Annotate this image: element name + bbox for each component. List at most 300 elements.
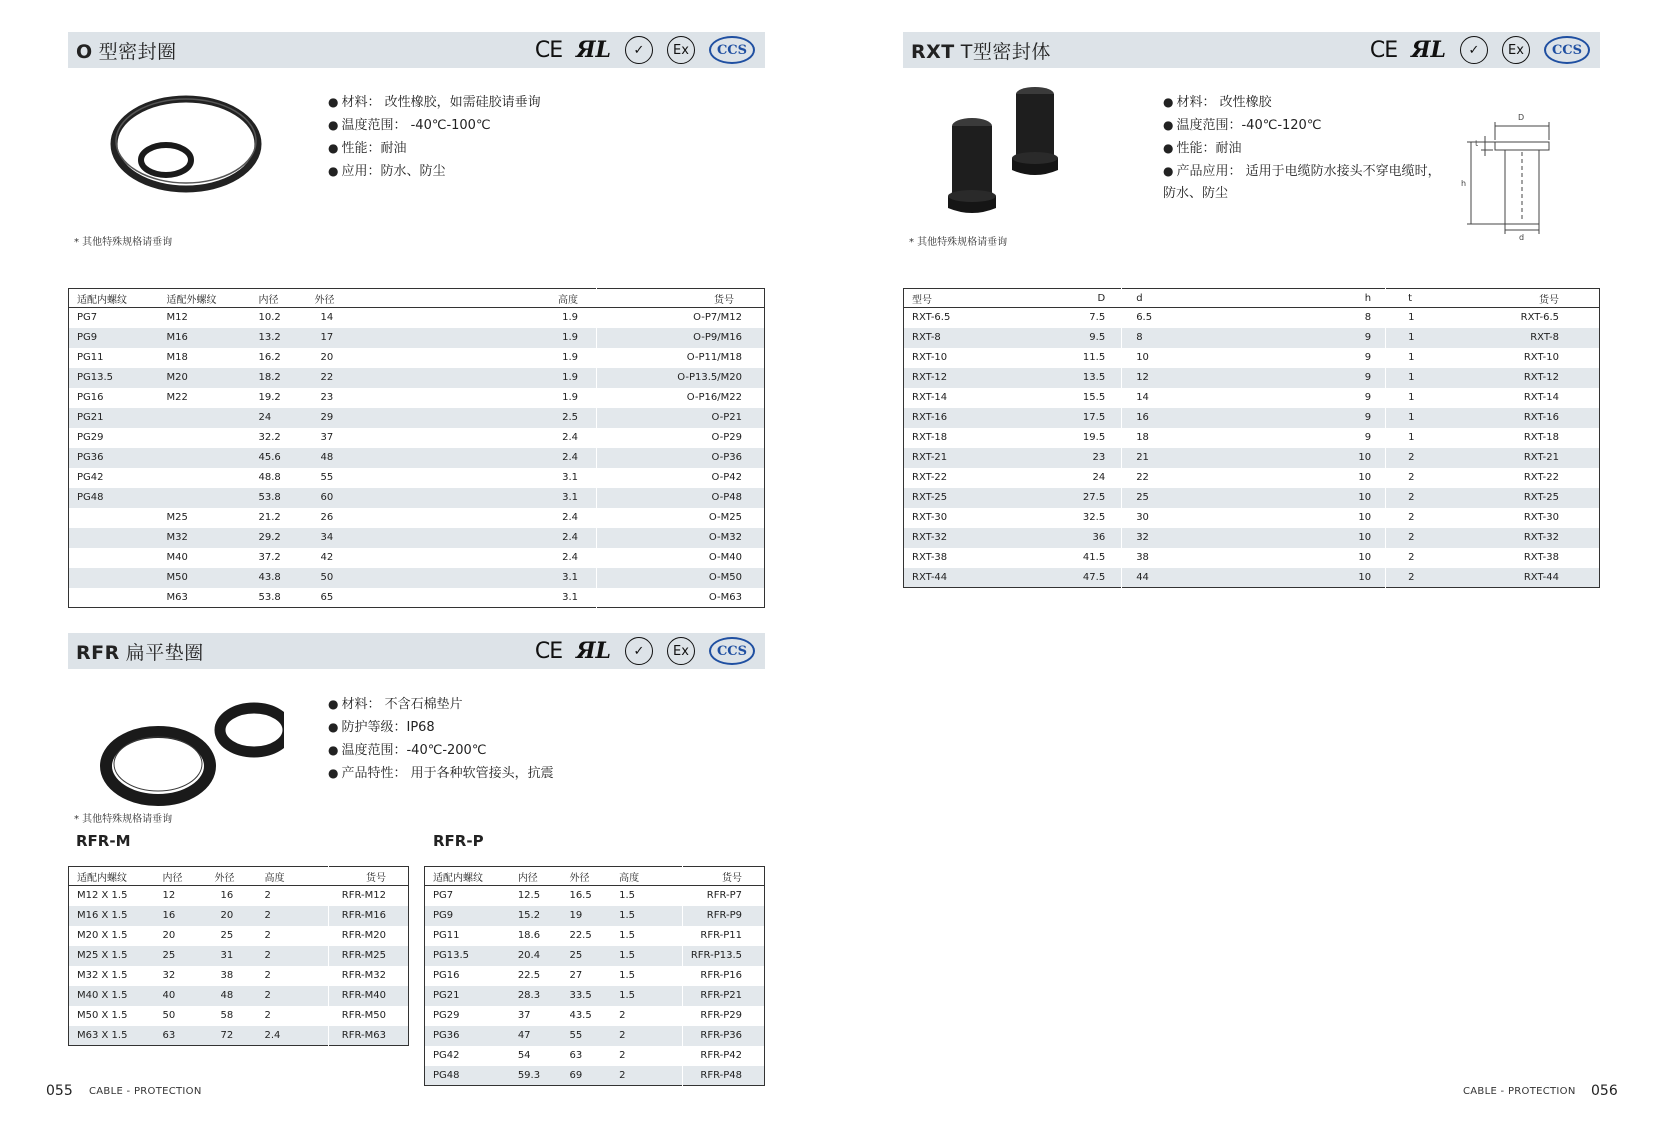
table-cell xyxy=(69,568,159,588)
spec-line: ● 材料： 改性橡胶 xyxy=(1163,95,1272,110)
table-row xyxy=(904,508,1600,528)
table-cell: 3.1 xyxy=(447,568,597,588)
table-row xyxy=(904,328,1600,348)
table-cell: 60 xyxy=(307,488,447,508)
table-cell: 32 xyxy=(1122,528,1336,548)
table-row xyxy=(69,448,765,468)
table-row xyxy=(425,986,765,1006)
table-cell: PG16 xyxy=(433,970,460,981)
table-cell: PG13.5 xyxy=(69,368,159,388)
table-cell: O-M63 xyxy=(708,591,742,603)
ex-mark-icon: Ex xyxy=(1502,36,1530,64)
table-cell: 24 xyxy=(251,408,307,428)
table-cell: O-P11/M18 xyxy=(686,352,742,363)
table-row xyxy=(69,548,765,568)
table-cell: 1 xyxy=(1408,432,1415,443)
table-row xyxy=(904,468,1600,488)
spec-line: ● 材料： 不含石棉垫片 xyxy=(328,697,463,712)
table-cell: 1 xyxy=(1408,392,1415,403)
table-cell: 2 xyxy=(257,926,329,946)
ul-mark-icon: ЯL xyxy=(576,638,611,664)
table-cell: 19.5 xyxy=(1031,428,1122,448)
table-cell: 10 xyxy=(1336,488,1386,508)
table-cell: 28.3 xyxy=(510,986,562,1006)
table-row xyxy=(69,986,409,1006)
o-ring-specs xyxy=(328,91,541,183)
rohs-mark-icon: ✓ xyxy=(1460,36,1488,64)
table-cell: 63 xyxy=(569,1050,583,1061)
table-row xyxy=(425,1066,765,1086)
table-cell: 41.5 xyxy=(1031,548,1122,568)
table-cell: 21 xyxy=(1122,448,1336,468)
table-cell: RFR-M12 xyxy=(341,890,386,902)
table-cell: 1.9 xyxy=(447,368,597,388)
table-cell: 8 xyxy=(1336,308,1386,328)
table-cell: 10.2 xyxy=(258,312,281,324)
col-header: 外径 xyxy=(207,867,257,886)
rxt-table xyxy=(903,288,1600,588)
table-cell: 2.4 xyxy=(257,1026,329,1046)
table-cell: PG9 xyxy=(69,328,159,348)
table-cell: 9 xyxy=(1336,428,1386,448)
table-cell: 14 xyxy=(320,312,334,324)
table-cell: 18.2 xyxy=(251,368,307,388)
table-row xyxy=(425,926,765,946)
table-cell: 13.5 xyxy=(1031,368,1122,388)
table-cell: 53.8 xyxy=(251,488,307,508)
table-cell: M50 xyxy=(159,568,251,588)
table-cell: 9 xyxy=(1336,348,1386,368)
table-cell: RXT-18 xyxy=(912,432,948,443)
table-cell: 2 xyxy=(1386,568,1513,588)
ccs-mark-icon: CCS xyxy=(1544,36,1590,64)
table-cell: 1 xyxy=(1408,352,1415,363)
table-cell: 42 xyxy=(320,552,334,563)
table-cell: 50 xyxy=(162,1010,176,1021)
table-cell: 2 xyxy=(611,1046,682,1066)
col-header: 货号 xyxy=(1513,289,1600,308)
o-ring-note: * 其他特殊规格请垂询 xyxy=(74,237,173,248)
table-cell: 2 xyxy=(257,1006,329,1026)
table-cell: 14 xyxy=(1136,392,1149,403)
rfr-m-title: RFR-M xyxy=(76,832,131,850)
table-cell: 20.4 xyxy=(510,946,562,966)
table-cell: PG7 xyxy=(77,312,98,324)
table-cell: M32 xyxy=(159,528,251,548)
table-row xyxy=(69,966,409,986)
table-cell: 65 xyxy=(320,591,334,603)
spec-line: ● 温度范围：-40℃-200℃ xyxy=(328,743,487,758)
table-row xyxy=(69,926,409,946)
table-cell: 16 xyxy=(155,906,207,926)
col-header: 内径 xyxy=(155,867,207,886)
col-header: 高度 xyxy=(611,867,682,886)
table-cell: O-M32 xyxy=(597,528,765,548)
table-cell: RXT-12 xyxy=(904,368,1032,388)
table-row xyxy=(904,368,1600,388)
table-cell: 48 xyxy=(207,986,257,1006)
table-cell: 7.5 xyxy=(1031,308,1122,328)
table-cell: 43.5 xyxy=(569,1010,592,1021)
left-footer-text: CABLE - PROTECTION xyxy=(89,1086,202,1097)
table-cell: PG11 xyxy=(77,352,104,363)
ex-mark-icon: Ex xyxy=(667,36,695,64)
table-row xyxy=(425,886,765,906)
table-row xyxy=(904,448,1600,468)
table-cell: RXT-22 xyxy=(912,472,948,483)
table-header-row xyxy=(904,289,1600,308)
table-row xyxy=(425,1026,765,1046)
table-cell: 27.5 xyxy=(1031,488,1122,508)
table-cell: 24 xyxy=(1031,468,1122,488)
table-cell: 26 xyxy=(320,512,334,523)
table-cell: 20 xyxy=(162,930,176,941)
table-cell: 21.2 xyxy=(258,512,281,523)
table-row xyxy=(69,428,765,448)
table-cell: PG29 xyxy=(433,1010,460,1021)
table-cell: 3.1 xyxy=(447,468,597,488)
table-cell: RXT-12 xyxy=(1513,368,1600,388)
table-cell: 9.5 xyxy=(1031,328,1122,348)
col-header: 适配外螺纹 xyxy=(159,289,251,308)
table-row xyxy=(69,508,765,528)
table-cell: O-P16/M22 xyxy=(686,392,742,403)
table-cell: RXT-44 xyxy=(1513,568,1600,588)
table-cell: 1.5 xyxy=(611,886,682,906)
table-cell xyxy=(69,528,159,548)
table-cell: 25 xyxy=(1122,488,1336,508)
ccs-mark-icon: CCS xyxy=(709,36,755,64)
col-header: d xyxy=(1122,289,1336,308)
table-cell: 25 xyxy=(220,930,234,941)
rxt-header xyxy=(903,32,1600,68)
table-cell: M25 xyxy=(166,512,188,523)
table-cell: PG13.5 xyxy=(425,946,510,966)
table-cell: 9 xyxy=(1336,388,1386,408)
table-cell: 1.5 xyxy=(611,906,682,926)
table-cell: PG48 xyxy=(425,1066,510,1086)
table-cell: 47 xyxy=(510,1026,562,1046)
table-row xyxy=(69,388,765,408)
table-row xyxy=(69,886,409,906)
table-cell: PG7 xyxy=(433,890,454,902)
table-cell: RFR-P9 xyxy=(682,906,764,926)
table-cell: 9 xyxy=(1336,328,1386,348)
ul-mark-icon: ЯL xyxy=(1411,37,1446,63)
table-cell: 69 xyxy=(561,1066,611,1086)
table-cell: 22.5 xyxy=(517,970,541,981)
col-header: 高度 xyxy=(447,289,597,308)
col-header: h xyxy=(1336,289,1386,308)
table-cell: 2.4 xyxy=(447,548,597,568)
table-cell: RXT-38 xyxy=(912,552,948,563)
table-cell xyxy=(69,548,159,568)
table-cell: PG36 xyxy=(425,1026,510,1046)
table-row xyxy=(425,906,765,926)
table-cell: RXT-22 xyxy=(1523,472,1559,483)
table-cell: RFR-P48 xyxy=(682,1066,764,1086)
table-cell: 15.5 xyxy=(1031,388,1122,408)
spec-line: ● 温度范围： -40℃-100℃ xyxy=(328,118,491,133)
table-cell: 38 xyxy=(220,970,234,981)
table-cell: 20 xyxy=(207,906,257,926)
table-cell: RFR-P42 xyxy=(700,1050,742,1061)
spec-line: ● 应用：防水、防尘 xyxy=(328,164,446,179)
col-header: 高度 xyxy=(257,867,329,886)
table-cell: 1.9 xyxy=(447,388,597,408)
table-cell: 72 xyxy=(207,1026,257,1046)
table-cell: RXT-32 xyxy=(904,528,1032,548)
col-header: 货号 xyxy=(682,867,764,886)
table-cell: M20 xyxy=(159,368,251,388)
table-cell: O-P42 xyxy=(711,472,742,483)
spec-line: ● 产品应用： 适用于电缆防水接头不穿电缆时， xyxy=(1163,164,1441,179)
table-cell: 30 xyxy=(1136,512,1149,523)
left-page-number: 055 xyxy=(46,1083,73,1099)
table-row xyxy=(425,946,765,966)
table-cell: 2 xyxy=(1408,472,1415,483)
table-cell: O-M25 xyxy=(708,512,742,523)
table-cell: 63 xyxy=(155,1026,207,1046)
table-cell: M32 X 1.5 xyxy=(77,970,128,981)
table-cell: RFR-M20 xyxy=(341,930,386,941)
table-cell: 13.2 xyxy=(251,328,307,348)
table-cell: 1.5 xyxy=(611,986,682,1006)
table-cell: M63 X 1.5 xyxy=(69,1026,155,1046)
o-ring-cert-row xyxy=(535,35,755,65)
rfr-header xyxy=(68,633,765,669)
table-cell: M40 X 1.5 xyxy=(69,986,155,1006)
table-header-row xyxy=(425,867,765,886)
table-cell: 33.5 xyxy=(561,986,611,1006)
table-cell: 25 xyxy=(155,946,207,966)
table-cell xyxy=(159,428,251,448)
table-cell: 10 xyxy=(1336,448,1386,468)
col-header: 货号 xyxy=(329,867,409,886)
table-cell: M16 X 1.5 xyxy=(69,906,155,926)
table-row xyxy=(904,408,1600,428)
rxt-specs xyxy=(1163,91,1441,205)
table-cell: 19.2 xyxy=(258,392,281,403)
col-header: 内径 xyxy=(510,867,562,886)
spec-line: ● 防护等级：IP68 xyxy=(328,720,435,735)
table-cell: 50 xyxy=(307,568,447,588)
table-cell: 2 xyxy=(1408,552,1415,563)
table-cell: 6.5 xyxy=(1136,312,1153,324)
table-cell: 1 xyxy=(1386,408,1513,428)
table-cell: 37 xyxy=(517,1010,531,1021)
table-cell: PG16 xyxy=(77,392,104,403)
table-cell: RFR-M50 xyxy=(341,1010,386,1021)
table-row xyxy=(425,1046,765,1066)
table-cell: 19 xyxy=(561,906,611,926)
table-cell: 23 xyxy=(320,392,334,403)
table-cell: RXT-21 xyxy=(904,448,1032,468)
table-cell: 17.5 xyxy=(1031,408,1122,428)
table-cell: 2 xyxy=(611,1006,682,1026)
table-cell: 29.2 xyxy=(251,528,307,548)
table-cell: O-P13.5/M20 xyxy=(597,368,765,388)
ce-mark-icon: CE xyxy=(1369,37,1398,63)
table-cell: 37.2 xyxy=(258,552,281,563)
table-cell: M25 X 1.5 xyxy=(69,946,155,966)
table-cell: RXT-38 xyxy=(1523,552,1559,563)
table-cell xyxy=(159,448,251,468)
table-cell xyxy=(159,408,251,428)
rfr-product-image xyxy=(94,700,284,810)
table-row xyxy=(69,348,765,368)
ce-mark-icon: CE xyxy=(534,638,563,664)
col-header: 外径 xyxy=(561,867,611,886)
spec-line: ● 材料： 改性橡胶，如需硅胶请垂询 xyxy=(328,95,541,110)
table-cell: 17 xyxy=(307,328,447,348)
table-cell: O-M40 xyxy=(708,552,742,563)
table-cell: 2 xyxy=(257,986,329,1006)
table-cell: RXT-10 xyxy=(912,352,948,363)
table-cell: RFR-P21 xyxy=(682,986,764,1006)
table-row xyxy=(69,568,765,588)
table-cell: 40 xyxy=(155,986,207,1006)
table-cell: RFR-P7 xyxy=(706,890,742,902)
table-cell: 20 xyxy=(320,352,334,363)
table-cell: RXT-44 xyxy=(904,568,1032,588)
table-cell: 2 xyxy=(1386,528,1513,548)
spec-line: ● 性能：耐油 xyxy=(1163,141,1242,156)
table-cell: 18 xyxy=(1136,432,1149,443)
table-cell: RXT-8 xyxy=(904,328,1032,348)
table-cell xyxy=(69,508,159,528)
table-row xyxy=(69,1026,409,1046)
table-cell: 3.1 xyxy=(447,488,597,508)
table-cell: RFR-M63 xyxy=(329,1026,409,1046)
table-cell: 10 xyxy=(1336,548,1386,568)
col-header: 内径 xyxy=(251,289,307,308)
table-row xyxy=(69,308,765,328)
table-cell: PG21 xyxy=(69,408,159,428)
table-cell: 54 xyxy=(517,1050,531,1061)
table-cell: RXT-30 xyxy=(1523,512,1559,523)
table-cell: 2 xyxy=(257,886,329,906)
table-cell: RXT-18 xyxy=(1523,432,1559,443)
right-page-number: 056 xyxy=(1591,1083,1618,1099)
table-row xyxy=(904,528,1600,548)
dim-label-d-lower: d xyxy=(1519,233,1525,242)
table-cell: O-P21 xyxy=(597,408,765,428)
o-ring-table xyxy=(68,288,765,608)
table-cell: 10 xyxy=(1136,352,1149,363)
table-cell: 2 xyxy=(611,1026,682,1046)
table-cell: O-P9/M16 xyxy=(597,328,765,348)
table-cell: 48 xyxy=(307,448,447,468)
table-row xyxy=(425,1006,765,1026)
table-cell: PG9 xyxy=(425,906,510,926)
table-header-row xyxy=(69,867,409,886)
col-header: 外径 xyxy=(307,289,447,308)
spec-line: ● 温度范围：-40℃-120℃ xyxy=(1163,118,1322,133)
table-cell: 10 xyxy=(1336,508,1386,528)
table-cell: 3.1 xyxy=(447,588,597,608)
table-cell: 1.9 xyxy=(447,348,597,368)
dim-label-h: h xyxy=(1461,179,1467,188)
table-cell: PG42 xyxy=(433,1050,460,1061)
rxt-title: RXT T型密封体 xyxy=(911,40,1051,63)
col-header: 适配内螺纹 xyxy=(69,867,155,886)
table-cell: 22.5 xyxy=(569,930,592,941)
spec-line: 防水、防尘 xyxy=(1163,186,1229,201)
table-cell: RXT-16 xyxy=(1513,408,1600,428)
table-cell: 12 xyxy=(1122,368,1336,388)
rfr-p-title: RFR-P xyxy=(433,832,484,850)
table-cell: RFR-M32 xyxy=(341,970,386,981)
table-row xyxy=(904,388,1600,408)
rxt-product-image xyxy=(940,84,1080,224)
table-cell: 2 xyxy=(1386,448,1513,468)
table-cell: 15.2 xyxy=(510,906,562,926)
table-cell: RFR-M40 xyxy=(329,986,409,1006)
table-cell: 1 xyxy=(1386,328,1513,348)
table-cell: 16 xyxy=(1122,408,1336,428)
table-cell: O-P48 xyxy=(597,488,765,508)
table-cell: 55 xyxy=(320,472,334,483)
table-cell: 59.3 xyxy=(510,1066,562,1086)
ccs-mark-icon: CCS xyxy=(709,637,755,665)
table-cell: RFR-M25 xyxy=(329,946,409,966)
table-cell: 25 xyxy=(561,946,611,966)
col-header: 适配内螺纹 xyxy=(69,289,159,308)
table-cell: 16.5 xyxy=(569,890,592,902)
table-cell: 22 xyxy=(1136,472,1149,483)
table-cell: 2 xyxy=(1386,488,1513,508)
spec-line: ● 性能：耐油 xyxy=(328,141,407,156)
table-cell xyxy=(159,488,251,508)
ul-mark-icon: ЯL xyxy=(576,37,611,63)
table-cell: 12.5 xyxy=(517,890,541,902)
rfr-title: RFR 扁平垫圈 xyxy=(76,641,204,664)
table-cell: M16 xyxy=(159,328,251,348)
table-row xyxy=(904,488,1600,508)
rxt-dimension-drawing xyxy=(1455,112,1575,242)
table-cell: 23 xyxy=(1031,448,1122,468)
table-cell: 32.5 xyxy=(1031,508,1122,528)
rohs-mark-icon: ✓ xyxy=(625,637,653,665)
table-cell: 12 xyxy=(162,890,176,902)
rfr-note: * 其他特殊规格请垂询 xyxy=(74,814,173,825)
table-cell: RXT-6.5 xyxy=(912,312,951,324)
table-cell: 43.8 xyxy=(251,568,307,588)
table-row xyxy=(69,488,765,508)
table-row xyxy=(69,468,765,488)
table-cell: M40 xyxy=(166,552,188,563)
table-cell: 38 xyxy=(1136,552,1149,563)
col-header: 型号 xyxy=(904,289,1032,308)
table-cell: 1 xyxy=(1386,368,1513,388)
table-cell: 1.9 xyxy=(447,308,597,328)
dim-label-t: t xyxy=(1475,139,1479,148)
table-cell: 2.4 xyxy=(447,448,597,468)
table-cell: 47.5 xyxy=(1031,568,1122,588)
table-cell: 10 xyxy=(1336,468,1386,488)
table-cell: 29 xyxy=(307,408,447,428)
table-row xyxy=(69,906,409,926)
table-cell: RFR-P16 xyxy=(700,970,742,981)
table-cell: 16.2 xyxy=(258,352,281,363)
table-cell: 9 xyxy=(1336,368,1386,388)
table-row xyxy=(69,408,765,428)
table-cell: PG21 xyxy=(425,986,510,1006)
table-cell: RFR-M16 xyxy=(329,906,409,926)
table-cell: 48.8 xyxy=(258,472,281,483)
table-row xyxy=(69,1006,409,1026)
